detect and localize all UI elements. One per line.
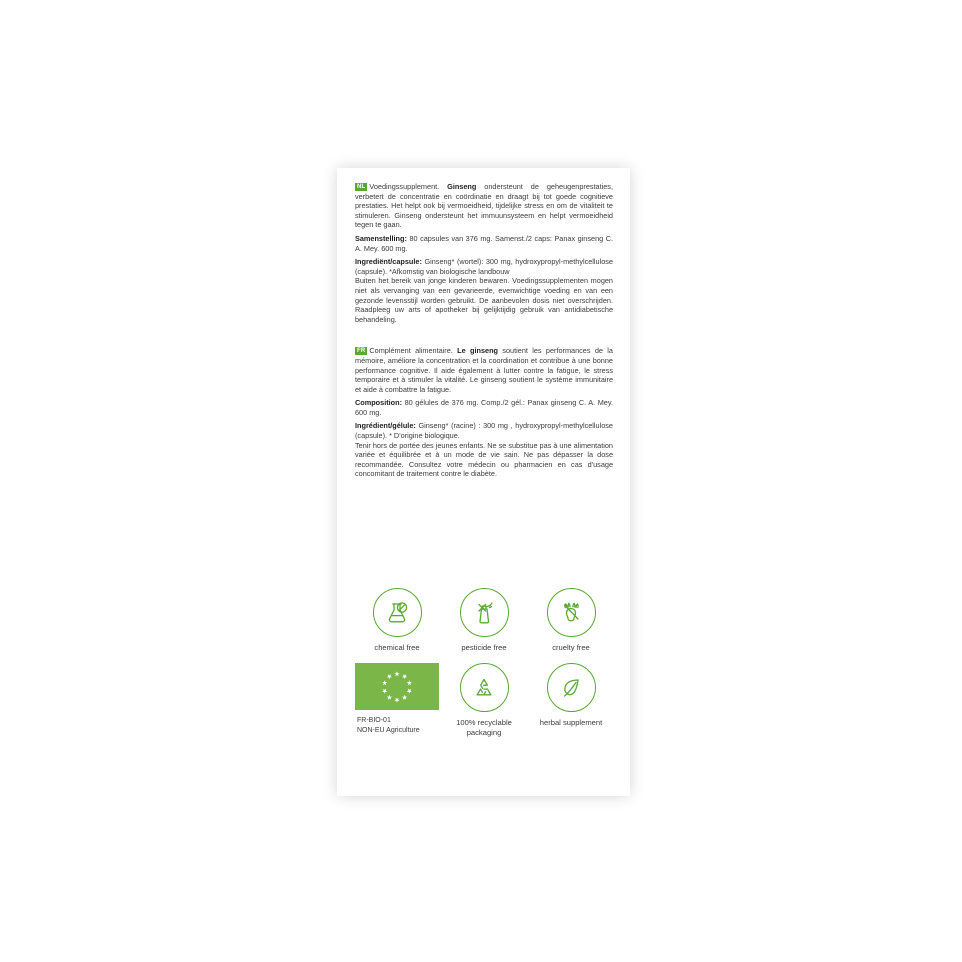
icon-cell-chemical-free bbox=[355, 588, 439, 653]
nl-language-badge: NL bbox=[357, 184, 366, 190]
pesticide-free-icon bbox=[460, 588, 509, 637]
dutch-composition bbox=[355, 234, 613, 253]
dutch-intro-pre: Voedingssupplement. bbox=[369, 182, 440, 191]
chemical-free-icon bbox=[373, 588, 422, 637]
label-text-content bbox=[355, 182, 613, 487]
dutch-intro-bold: Ginseng bbox=[447, 182, 477, 191]
french-ingredient-text: Ginseng* (racine) : 300 mg , hydroxypropyl-methylcellulose (capsule). * D'origine biologique. bbox=[355, 421, 613, 441]
chemical-free-caption: chemical free bbox=[374, 643, 420, 652]
certification-icons bbox=[355, 588, 613, 748]
recycle-icon bbox=[460, 663, 509, 712]
icon-cell-herbal-supplement bbox=[529, 663, 613, 738]
eu-organic-leaf-icon bbox=[355, 663, 439, 710]
icon-row-top bbox=[355, 588, 613, 653]
dutch-ingredient-label: Ingrediënt/capsule: bbox=[355, 257, 422, 267]
dutch-composition-text: 80 capsules van 376 mg. Samenst./2 caps: Panax ginseng C. A. Mey. 600 mg. bbox=[355, 233, 613, 253]
french-composition-label: Composition: bbox=[355, 398, 403, 408]
herbal-supplement-caption: herbal supplement bbox=[539, 718, 603, 727]
icon-cell-pesticide-free bbox=[442, 588, 526, 653]
french-intro-pre: Complément alimentaire. bbox=[369, 346, 453, 356]
french-intro-paragraph bbox=[355, 346, 613, 394]
eu-organic-origin: NON-EU Agriculture bbox=[357, 726, 420, 734]
icon-cell-eu-organic bbox=[355, 663, 439, 738]
french-composition bbox=[355, 398, 613, 417]
fr-language-badge: FR bbox=[357, 348, 366, 355]
pesticide-free-caption: pesticide free bbox=[461, 643, 507, 652]
french-ingredient bbox=[355, 421, 613, 440]
french-ingredient-label: Ingrédient/gélule: bbox=[355, 421, 416, 431]
section-gap bbox=[355, 332, 613, 346]
cruelty-free-icon bbox=[547, 588, 596, 637]
french-composition-text: 80 gélules de 376 mg. Comp./2 gél.: Panax ginseng C. A. Mey. 600 mg. bbox=[355, 398, 613, 417]
french-intro-bold: Le ginseng bbox=[457, 346, 498, 356]
cruelty-free-caption: cruelty free bbox=[552, 643, 590, 652]
icon-row-bottom bbox=[355, 663, 613, 738]
dutch-intro-paragraph bbox=[355, 182, 613, 230]
icon-cell-cruelty-free bbox=[529, 588, 613, 653]
french-warning-text: Tenir hors de portée des jeunes enfants. Ne se substitue pas à une alimentation variée et équilibrée et à un mode de vie sain. Ne pas dépasser la dose recommandée. Consultez votre médecin ou pharmacien en cas d'usage concomitant de traitement contre le diabète. bbox=[355, 440, 613, 479]
french-intro-rest: soutient les performances de la mémoire, améliore la concentration et la coordination et contribue à une bonne performance cognitive. Il aide également à lutter contre la fatigue, le stress temporaire et à stimuler la vitalité. Le ginseng soutient le système immunitaire et aide à combattre la fatigue. bbox=[355, 346, 613, 394]
recyclable-packaging-caption: 100% recyclable packaging bbox=[456, 718, 512, 737]
french-section bbox=[355, 346, 613, 479]
dutch-ingredient-text: Ginseng* (wortel): 300 mg, hydroxypropyl-methylcellulose (capsule). *Afkomstig van biologische landbouw bbox=[355, 257, 613, 276]
dutch-warning-text: Buiten het bereik van jonge kinderen bewaren. Voedingssupplementen mogen niet als vervanging van een gevarieerde, evenwichtige voeding en van een gezonde levensstijl worden gebruikt. De aanbevolen dosis niet overschrijden. Raadpleeg uw arts of apotheker bij gelijktijdig gebruik van antidiabetische behandeling. bbox=[355, 276, 613, 324]
dutch-ingredient bbox=[355, 257, 613, 276]
icon-cell-recyclable-packaging bbox=[442, 663, 526, 738]
dutch-section bbox=[355, 182, 613, 324]
leaf-icon bbox=[547, 663, 596, 712]
eu-organic-code: FR-BIO-01 bbox=[357, 717, 391, 724]
dutch-composition-label: Samenstelling: bbox=[355, 233, 407, 243]
dutch-intro-rest: ondersteunt de geheugenprestaties, verbetert de concentratie en coördinatie en draagt bij tot goede cognitieve prestaties. Het helpt ook bij vermoeidheid, tijdelijke stress en om de vitaliteit te stimuleren. Ginseng ondersteunt het immuunsysteem en helpt vermoeidheid tegen te gaan. bbox=[355, 182, 613, 230]
product-label-panel bbox=[337, 168, 630, 796]
